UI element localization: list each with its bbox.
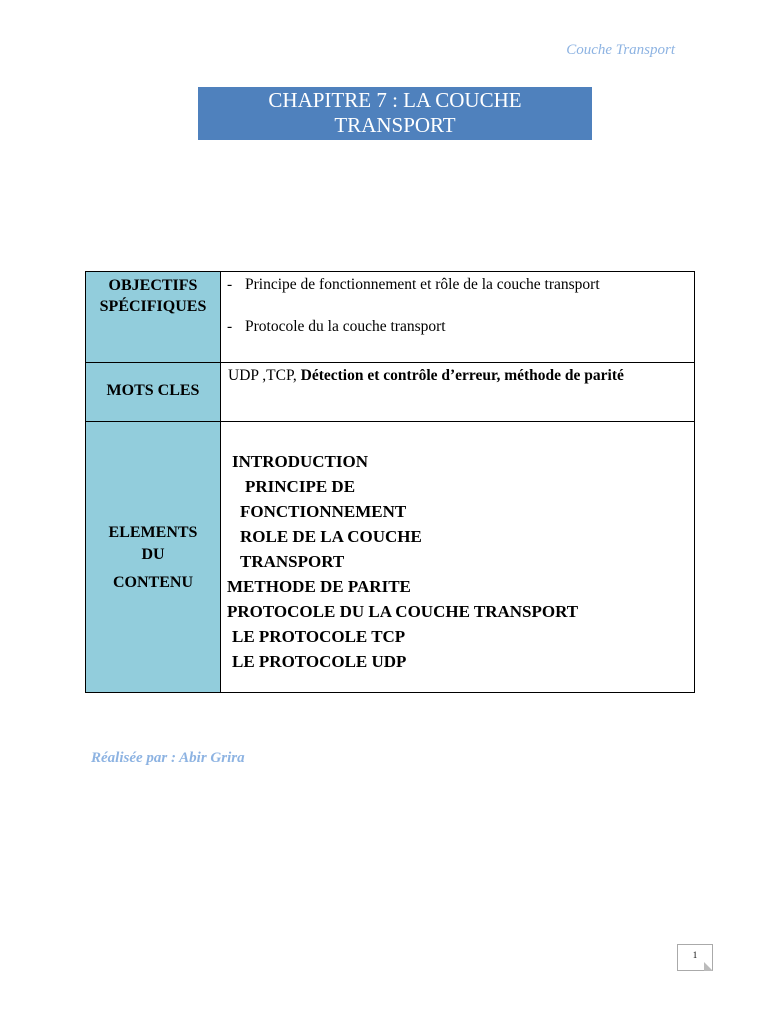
list-item: INTRODUCTION (232, 452, 369, 471)
list-item: LE PROTOCOLE TCP (232, 627, 406, 646)
chapter-title-line1: CHAPITRE 7 : LA COUCHE (268, 88, 522, 112)
elements-label (86, 422, 221, 693)
page-number: 1 (692, 950, 698, 960)
list-item: ROLE DE LA COUCHE (240, 527, 422, 546)
table-row-elements (86, 422, 695, 693)
page-curl-icon (704, 962, 713, 971)
mots-cles-cell (221, 363, 695, 422)
list-item: TRANSPORT (240, 552, 345, 571)
mots-cles-label-text: MOTS CLES (106, 382, 200, 399)
objectifs-label-line2: SPÉCIFIQUES (99, 298, 207, 315)
objectifs-label (86, 272, 221, 363)
list-item: PROTOCOLE DU LA COUCHE TRANSPORT (227, 602, 579, 621)
author-credit: Réalisée par : Abir Grira (91, 750, 245, 766)
list-item (221, 317, 694, 337)
objectif-text: Protocole du la couche transport (245, 318, 446, 335)
keywords (221, 363, 694, 385)
objectif-text: Principe de fonctionnement et rôle de la couche transport (245, 276, 600, 293)
list-item: FONCTIONNEMENT (240, 502, 407, 521)
table-row-objectifs (86, 272, 695, 363)
dash-bullet: - (227, 276, 233, 293)
objectifs-label-line1: OBJECTIFS (108, 277, 198, 294)
elements-label-line2: DU (141, 546, 165, 563)
list-item: PRINCIPE DE (245, 477, 356, 496)
keywords-plain: UDP ,TCP, (228, 367, 301, 384)
chapter-title-line2: TRANSPORT (334, 113, 456, 137)
content-list (221, 422, 694, 674)
chapter-summary-table (85, 271, 695, 693)
list-item: LE PROTOCOLE UDP (232, 652, 407, 671)
page-number-box (677, 944, 713, 971)
mots-cles-label (86, 363, 221, 422)
dash-bullet: - (227, 318, 233, 335)
list-item (221, 275, 694, 295)
table-row-mots-cles (86, 363, 695, 422)
keywords-bold: Détection et contrôle d’erreur, méthode de parité (300, 367, 624, 384)
list-item: METHODE DE PARITE (227, 577, 411, 596)
elements-cell (221, 422, 695, 693)
running-header: Couche Transport (566, 42, 675, 58)
objectifs-cell (221, 272, 695, 363)
chapter-title (198, 87, 592, 140)
elements-label-line3: CONTENU (112, 574, 193, 591)
elements-label-line1: ELEMENTS (108, 524, 198, 541)
